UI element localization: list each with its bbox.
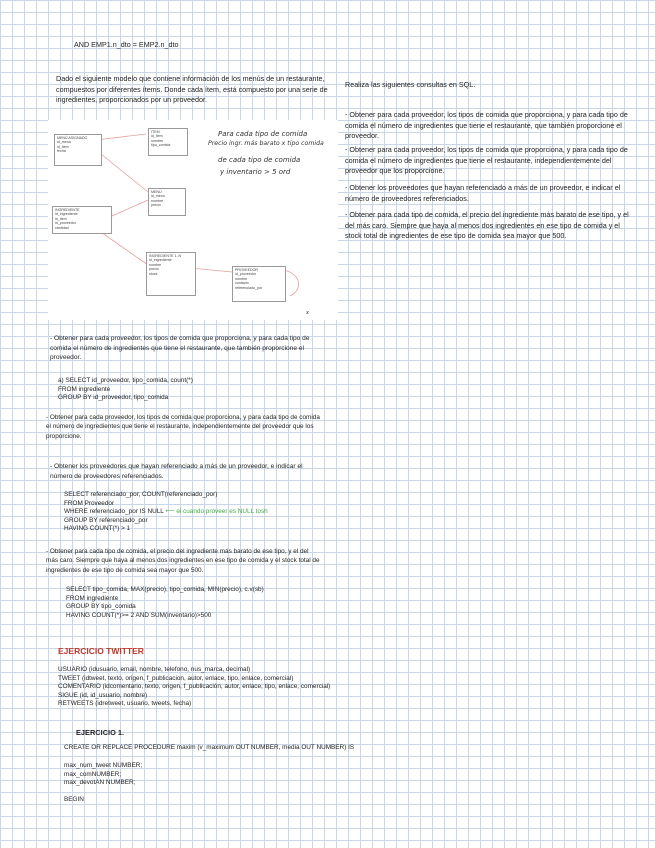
table-line: COMENTARIO (idcomentario, texto, origen, f_publicación, autor, enlace, tipo, enlace, comercial) — [58, 683, 331, 691]
table-line: TWEET (idtweet, texto, origen, f_publicacion, autor, enlace, tipo, enlace, comercial) — [58, 674, 294, 682]
twitter-title: EJERCICIO TWITTER — [58, 646, 144, 656]
intro-text: Dado el siguiente modelo que contiene información de los menús de un restaurante, compuestos por diferentes ítems. Donde cada ítem, está compuesto por una serie de ingredientes, proporcionados por un proveedor. — [56, 74, 328, 104]
code-line: GROUP BY id_proveedor, tipo_comida — [58, 394, 169, 402]
er-diagram — [48, 120, 338, 320]
q4-code — [66, 586, 264, 620]
right-item-3: - Obtener los proveedores que hayan referenciado a más de un proveedor, e indicar el número de proveedores referenciados. — [345, 183, 621, 203]
note-3: de cada tipo de comida — [218, 156, 301, 164]
note-1: Para cada tipo de comida — [218, 130, 308, 138]
right-item-2: - Obtener para cada proveedor, los tipos de comida que proporciona, y para cada tipo de comida el número de ingredientes que tiene el restaurante, independientemente del proveedor que los proporcione. — [345, 145, 628, 175]
note-x: x — [306, 310, 309, 316]
question-4: - Obtener para cada tipo de comida, el precio del ingrediente más barato de ese tipo, y el del más caro. Siempre que haya al menos dos ingredientes en ese tipo de comida y el stock total de ingredientes de ese tipo de comida sea mayor que 500. — [46, 548, 320, 574]
table-line: RETWEETS (idretweet, usuario, tweets, fecha) — [58, 700, 192, 708]
code-line: FROM Proveedor — [64, 499, 115, 507]
q3-note: el cuando proveer es NULL tosh — [176, 508, 268, 516]
note-2: Precio ingr. más barato x tipo comida — [208, 140, 324, 147]
entity-item: ITEM id_item nombre tipo_comida — [148, 128, 188, 156]
exercise-1-vars — [64, 762, 142, 788]
var-line: max_devotAN NUMBER; — [64, 779, 136, 787]
code-line: SELECT tipo_comida, MAX(precio), tipo_comida, MIN(precio), c.v(sb) — [66, 586, 264, 593]
note-4: y inventario > 5 ord — [220, 168, 291, 176]
exercise-1-signature: CREATE OR REPLACE PROCEDURE maxim (v_maximum OUT NUMBER, media OUT NUMBER) IS — [64, 744, 355, 751]
entity-menu-asignado: MENÚ ASIGNADO id_menú id_item fecha — [54, 134, 102, 166]
code-line: FROM ingrediente — [58, 385, 111, 393]
entity-proveedor: PROVEEDOR id_proveedor nombre contacto referenciado_por — [232, 266, 286, 302]
var-line: max_comNUMBER; — [64, 770, 122, 778]
begin-keyword: BEGIN — [64, 796, 84, 803]
question-3: - Obtener los proveedores que hayan referenciado a más de un proveedor, e indicar el número de proveedores referenciados. — [50, 463, 303, 480]
code-line — [64, 508, 268, 517]
entity-menu: MENÚ id_menú nombre precio — [148, 188, 186, 216]
question-2: - Obtener para cada proveedor, los tipos de comida que proporciona, y para cada tipo de comida el número de ingredientes que tiene el restaurante, independientemente del proveedor que los proporcione. — [46, 414, 320, 440]
table-line: USUARIO (idusuario, email, nombre, telefono, nus_marca, decimal) — [58, 666, 251, 673]
right-intro: Realiza las siguientes consultas en SQL. — [345, 80, 476, 89]
page-header: AND EMP1.n_dto = EMP2.n_dto — [74, 40, 179, 49]
code-line: a) SELECT id_proveedor, tipo_comida, count(*) — [58, 377, 193, 384]
entity-ingrediente-detalle: INGREDIENTE 1..N id_ingrediente nombre precio stock — [146, 252, 196, 296]
code-line: HAVING COUNT(*)>= 2 AND SUM(inventario)>500 — [66, 611, 212, 619]
entity-ingrediente: INGREDIENTE id_ingrediente id_item id_proveedor cantidad — [52, 206, 112, 234]
q3-code — [64, 491, 268, 534]
code-line: GROUP BY referenciado_por — [64, 516, 148, 524]
code-line-text: WHERE referenciado_por IS NULL — [64, 508, 164, 516]
code-line: SELECT referenciado_por, COUNT(referenciado_por) — [64, 491, 218, 498]
q1-code — [58, 377, 193, 403]
var-line: max_num_tweet NUMBER; — [64, 762, 143, 769]
arrow-icon: ⟵ — [165, 508, 175, 516]
code-line: GROUP BY tipo_comida — [66, 603, 136, 611]
table-line: SIGUE (id, id_usuario, nombre) — [58, 691, 148, 699]
question-1: - Obtener para cada proveedor, los tipos de comida que proporciona, y para cada tipo de comida el número de ingredientes que tiene el restaurante, que también proporcione el proveedor. — [50, 335, 310, 362]
exercise-1-title: EJERCICIO 1. — [76, 728, 125, 737]
code-line: HAVING COUNT(*) > 1 — [64, 525, 131, 533]
right-item-4: - Obtener para cada tipo de comida, el precio del ingrediente más barato de ese tipo, y el del más caro. Siempre que haya al menos dos ingredientes en ese tipo de comida y el stock total de ingredientes de ese tipo de comida sea mayor que 500. — [345, 210, 629, 240]
twitter-tables — [58, 666, 330, 709]
code-line: FROM ingrediente — [66, 594, 119, 602]
right-item-1: - Obtener para cada proveedor, los tipos de comida que proporciona, y para cada tipo de comida el número de ingredientes que tiene el restaurante, que también proporcione el proveedor. — [345, 110, 628, 140]
